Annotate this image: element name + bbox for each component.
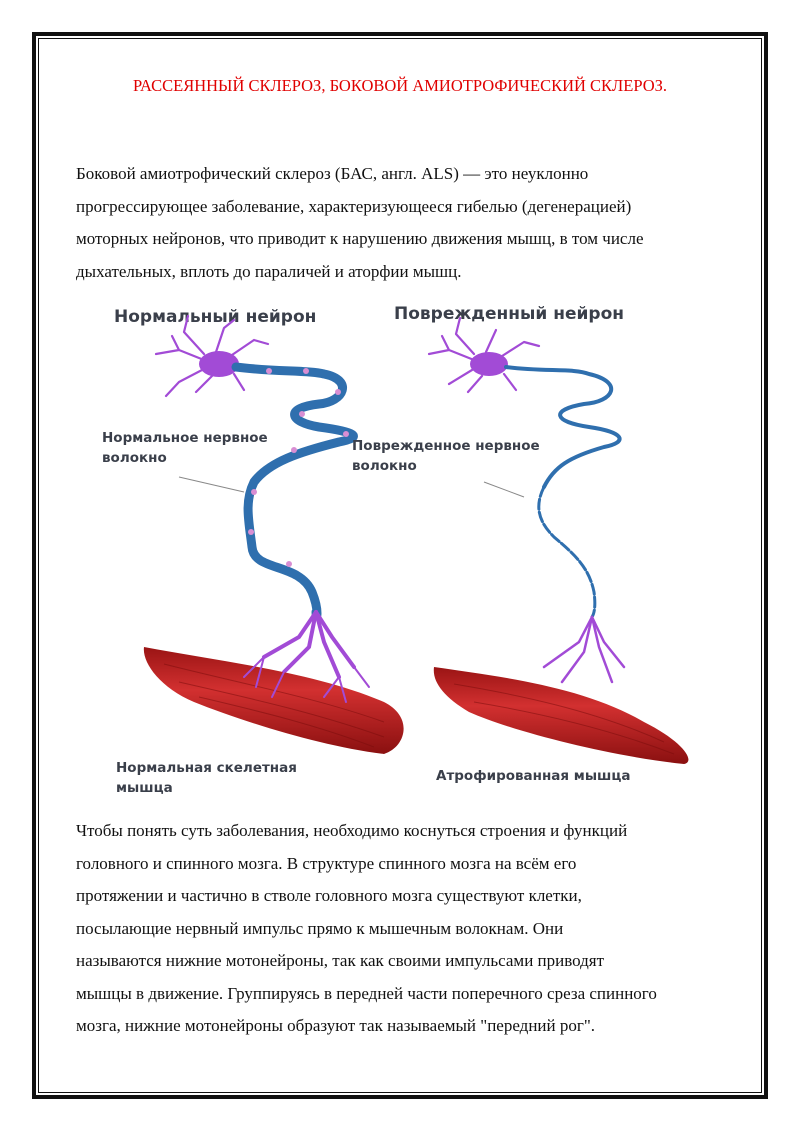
paragraph-line: головного и спинного мозга. В структуре спинного мозга на всём его	[76, 853, 577, 873]
neuron-body	[470, 352, 508, 376]
damaged-fiber-label-line2: волокно	[352, 458, 417, 474]
paragraph-line: протяжении и частично в стволе головного мозга существуют клетки,	[76, 886, 582, 905]
paragraph-explanation	[76, 815, 736, 1043]
document-title: РАССЕЯННЫЙ СКЛЕРОЗ, БОКОВОЙ АМИОТРОФИЧЕСКИЙ СКЛЕРОЗ.	[132, 76, 668, 95]
normal-neuron-title: Нормальный нейрон	[114, 307, 317, 327]
damaged-axon-upper	[506, 367, 620, 487]
damaged-fiber-label-line1: Поврежденное нервное	[352, 438, 540, 454]
paragraph-line: посылающие нервный импульс прямо к мышечным волокнам. Они	[76, 918, 564, 938]
damaged-neuron-title: Поврежденный нейрон	[394, 304, 625, 324]
paragraph-intro	[76, 158, 736, 288]
paragraph-line: прогрессирующее заболевание, характеризующееся гибелью (дегенерацией)	[76, 196, 632, 216]
atrophied-muscle-label: Атрофированная мышца	[436, 768, 631, 784]
normal-muscle-label-line1: Нормальная скелетная	[116, 760, 297, 776]
normal-muscle-label-line2: мышца	[116, 780, 173, 796]
normal-fiber-label-line2: волокно	[102, 450, 167, 466]
paragraph-line: Чтобы понять суть заболевания, необходимо коснуться строения и функций	[76, 821, 628, 840]
neuron-comparison-figure	[84, 292, 694, 802]
paragraph-line: называются нижние мотонейроны, так как своими импульсами приводят	[76, 951, 605, 970]
normal-fiber-label-line1: Нормальное нервное	[102, 430, 268, 446]
paragraph-line: Боковой амиотрофический склероз (БАС, англ. ALS) — это неуклонно	[76, 164, 589, 183]
damaged-neuron	[429, 318, 688, 764]
paragraph-line: мозга, нижние мотонейроны образуют так называемый "передний рог".	[76, 1016, 596, 1035]
paragraph-line: моторных нейронов, что приводит к нарушению движения мышц, в том числе	[76, 229, 644, 248]
normal-muscle	[144, 647, 404, 754]
normal-neuron	[144, 316, 404, 754]
paragraph-line: дыхательных, вплоть до параличей и аторфии мышц.	[76, 261, 462, 281]
damaged-axon-lower	[539, 487, 595, 617]
paragraph-line: мышцы в движение. Группируясь в передней части поперечного среза спинного	[76, 983, 657, 1003]
